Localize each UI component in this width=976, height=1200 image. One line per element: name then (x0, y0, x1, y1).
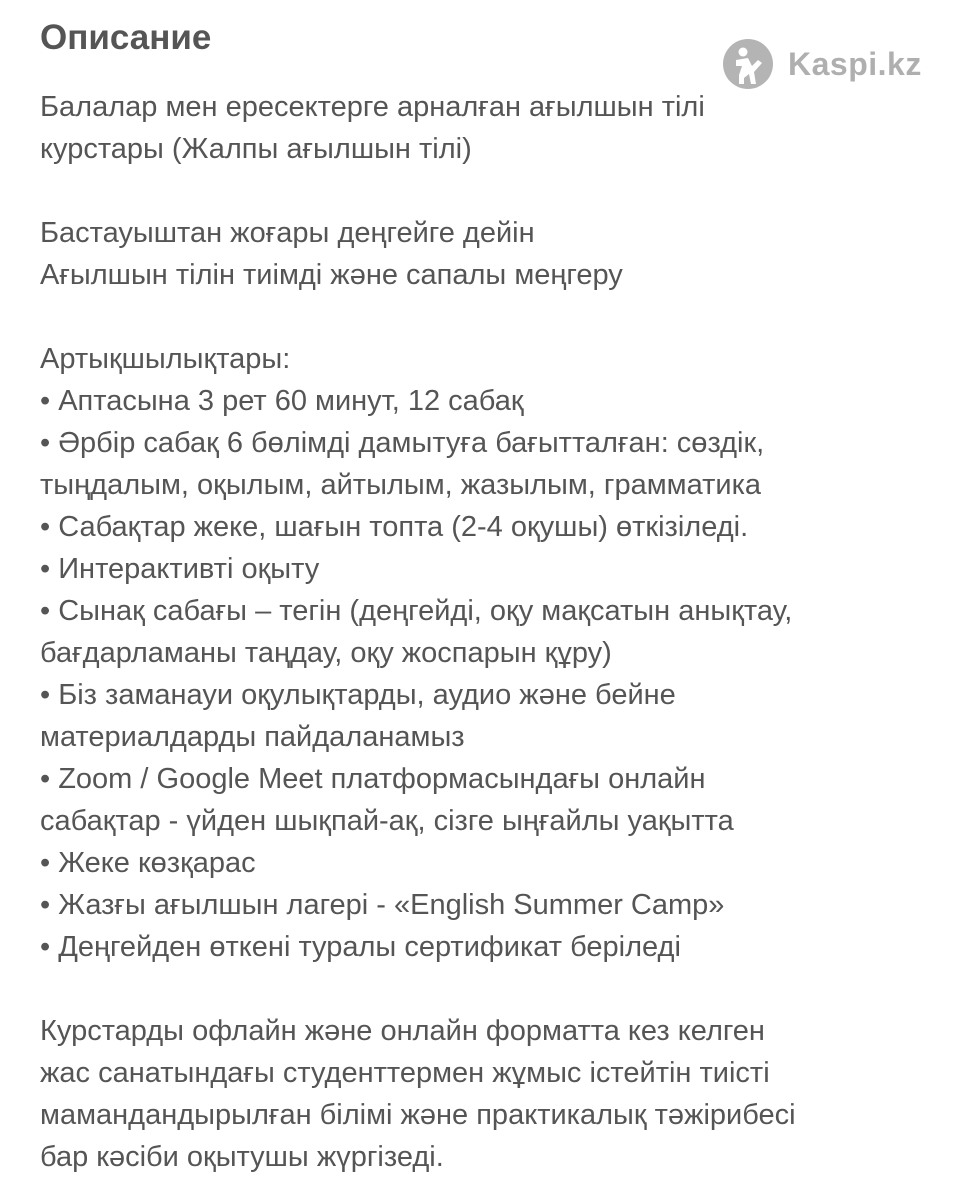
closing-line: бар кәсіби оқытушы жүргізеді. (40, 1141, 444, 1173)
advantage-line: сабақтар - үйден шықпай-ақ, сізге ыңғайлы уақытта (40, 805, 734, 837)
kaspi-watermark (722, 38, 922, 90)
advantage-line: • Жеке көзқарас (40, 847, 256, 879)
advantage-line: • Сынақ сабағы – тегін (деңгейді, оқу мақсатын анықтау, (40, 595, 793, 627)
paragraph-spacer (40, 968, 936, 1010)
advantage-line: бағдарламаны таңдау, оқу жоспарын құру) (40, 637, 612, 669)
intro-line: курстары (Жалпы ағылшын тілі) (40, 133, 472, 165)
advantage-line: тыңдалым, оқылым, айтылым, жазылым, грамматика (40, 469, 762, 501)
advantage-line: • Жазғы ағылшын лагері - «English Summer Camp» (40, 889, 725, 921)
advantage-line: • Zoom / Google Meet платформасындағы онлайн (40, 763, 706, 795)
advantage-line: • Аптасына 3 рет 60 минут, 12 сабақ (40, 385, 524, 417)
advantage-line: • Біз заманауи оқулықтарды, аудио және бейне (40, 679, 676, 711)
description-text (40, 86, 936, 1178)
advantages-heading: Артықшылықтары: (40, 343, 291, 375)
advantage-line: • Сабақтар жеке, шағын топта (2-4 оқушы) өткізіледі. (40, 511, 749, 543)
section-title: Описание (40, 18, 212, 57)
advantage-line: материалдарды пайдаланамыз (40, 721, 465, 753)
paragraph-spacer (40, 170, 936, 212)
kaspi-logo-icon (722, 38, 774, 90)
goal-line: Бастауыштан жоғары деңгейге дейін (40, 217, 535, 249)
closing-line: жас санатындағы студенттермен жұмыс істейтін тиісті (40, 1057, 770, 1089)
closing-line: мамандандырылған білімі және практикалық тәжірибесі (40, 1099, 796, 1131)
advantage-line: • Әрбір сабақ 6 бөлімді дамытуға бағытталған: сөздік, (40, 427, 765, 459)
advantage-line: • Деңгейден өткені туралы сертификат беріледі (40, 931, 681, 963)
advantage-line: • Интерактивті оқыту (40, 553, 320, 585)
closing-line: Курстарды офлайн және онлайн форматта кез келген (40, 1015, 765, 1047)
watermark-text: Kaspi.kz (788, 45, 922, 82)
goal-line: Ағылшын тілін тиімді және сапалы меңгеру (40, 259, 623, 291)
paragraph-spacer (40, 296, 936, 338)
intro-line: Балалар мен ересектерге арналған ағылшын тілі (40, 91, 705, 123)
